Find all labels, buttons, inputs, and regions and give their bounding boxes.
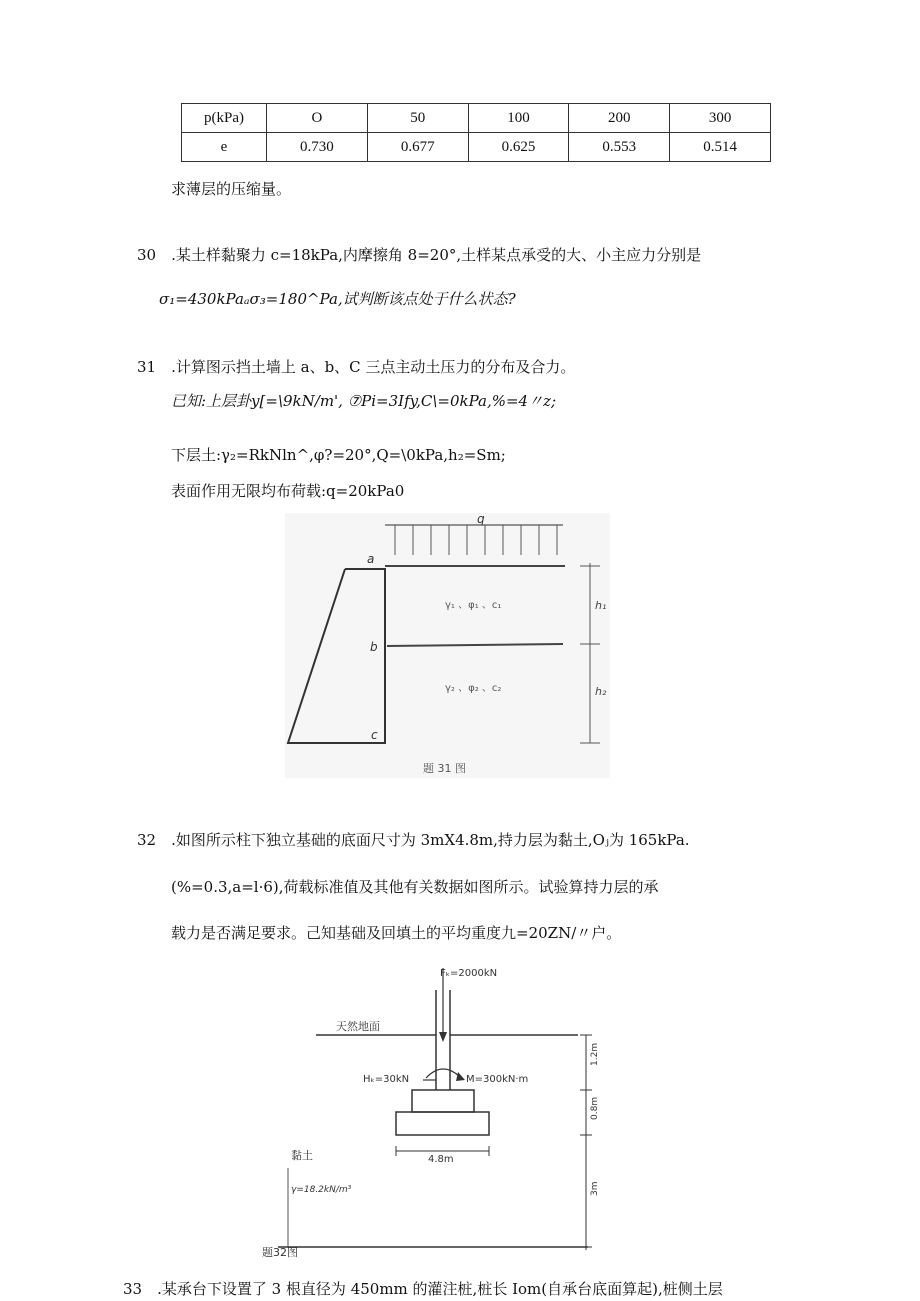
hk-label: Hₖ=30kN xyxy=(363,1074,410,1085)
point-c-label: c xyxy=(371,728,378,742)
depth1-label: 1.2m xyxy=(590,1042,600,1066)
point-b-label: b xyxy=(370,640,378,654)
q33-line1: 33 .某承台下设置了 3 根直径为 450mm 的灌注桩,桩长 Iom(自承台底面算起),桩侧土层 xyxy=(123,1280,723,1298)
q31-line3: 下层土:γ₂=RkNln^,φ?=20°,Q=\0kPa,h₂=Sm; xyxy=(171,446,506,464)
depth3-label: 3m xyxy=(590,1181,600,1196)
ground-label: 天然地面 xyxy=(336,1020,380,1033)
table-cell: 100 xyxy=(468,104,569,133)
table-cell: 50 xyxy=(367,104,468,133)
layer2-params: γ₂ 、φ₂ 、c₂ xyxy=(445,683,502,694)
table-cell: 0.677 xyxy=(367,133,468,162)
table-cell: p(kPa) xyxy=(182,104,267,133)
h1-label: h₁ xyxy=(595,599,607,612)
table-cell: 0.730 xyxy=(267,133,368,162)
table-row xyxy=(182,104,771,133)
figure-32 xyxy=(258,960,608,1258)
q32-line1: 32 .如图所示柱下独立基础的底面尺寸为 3mX4.8m,持力层为黏土,Oⱼ为 165kPa. xyxy=(137,831,690,849)
pressure-void-ratio-table xyxy=(181,103,771,162)
q32-line3: 载力是否满足要求。己知基础及回填土的平均重度九=20ZN/〃户。 xyxy=(171,924,622,942)
load-q-label: q xyxy=(477,513,485,526)
h2-label: h₂ xyxy=(595,685,607,698)
table-cell: O xyxy=(267,104,368,133)
q30-line1: 30 .某土样黏聚力 c=18kPa,内摩擦角 8=20°,土样某点承受的大、小主应力分别是 xyxy=(137,246,702,264)
q30-line2: σ₁=430kPaₐσ₃=180^Pa,试判断该点处于什么状态? xyxy=(159,290,516,308)
q31-line4: 表面作用无限均布荷载:q=20kPa0 xyxy=(171,482,405,500)
table-cell: 300 xyxy=(670,104,771,133)
clay-label: 黏土 xyxy=(291,1149,313,1162)
table-cell: 0.625 xyxy=(468,133,569,162)
layer1-params: γ₁ 、φ₁ 、c₁ xyxy=(445,600,502,611)
width-label: 4.8m xyxy=(428,1154,454,1165)
figure-32-caption: 题32图 xyxy=(262,1246,298,1258)
figure-31-caption: 题 31 图 xyxy=(423,762,466,775)
q29-tail-text: 求薄层的压缩量。 xyxy=(171,180,292,198)
table-row xyxy=(182,133,771,162)
table-cell: 0.514 xyxy=(670,133,771,162)
figure-31 xyxy=(285,513,610,778)
q31-line1: 31 .计算图示挡土墙上 a、b、C 三点主动土压力的分布及合力。 xyxy=(137,358,576,376)
depth2-label: 0.8m xyxy=(590,1096,600,1120)
fk-label: Fₖ=2000kN xyxy=(440,968,498,979)
point-a-label: a xyxy=(367,552,375,566)
q31-line2: 已知:上层卦y[=\9kN/m', ⑦Pi=3Ify,C\=0kPa,%=4〃z; xyxy=(171,392,557,410)
table-cell: 200 xyxy=(569,104,670,133)
table-cell: 0.553 xyxy=(569,133,670,162)
moment-label: M=300kN·m xyxy=(466,1074,529,1085)
table-cell: e xyxy=(182,133,267,162)
gamma-label: γ=18.2kN/m³ xyxy=(291,1185,352,1195)
q32-line2: (%=0.3,a=l·6),荷载标准值及其他有关数据如图所示。试验算持力层的承 xyxy=(171,878,659,896)
